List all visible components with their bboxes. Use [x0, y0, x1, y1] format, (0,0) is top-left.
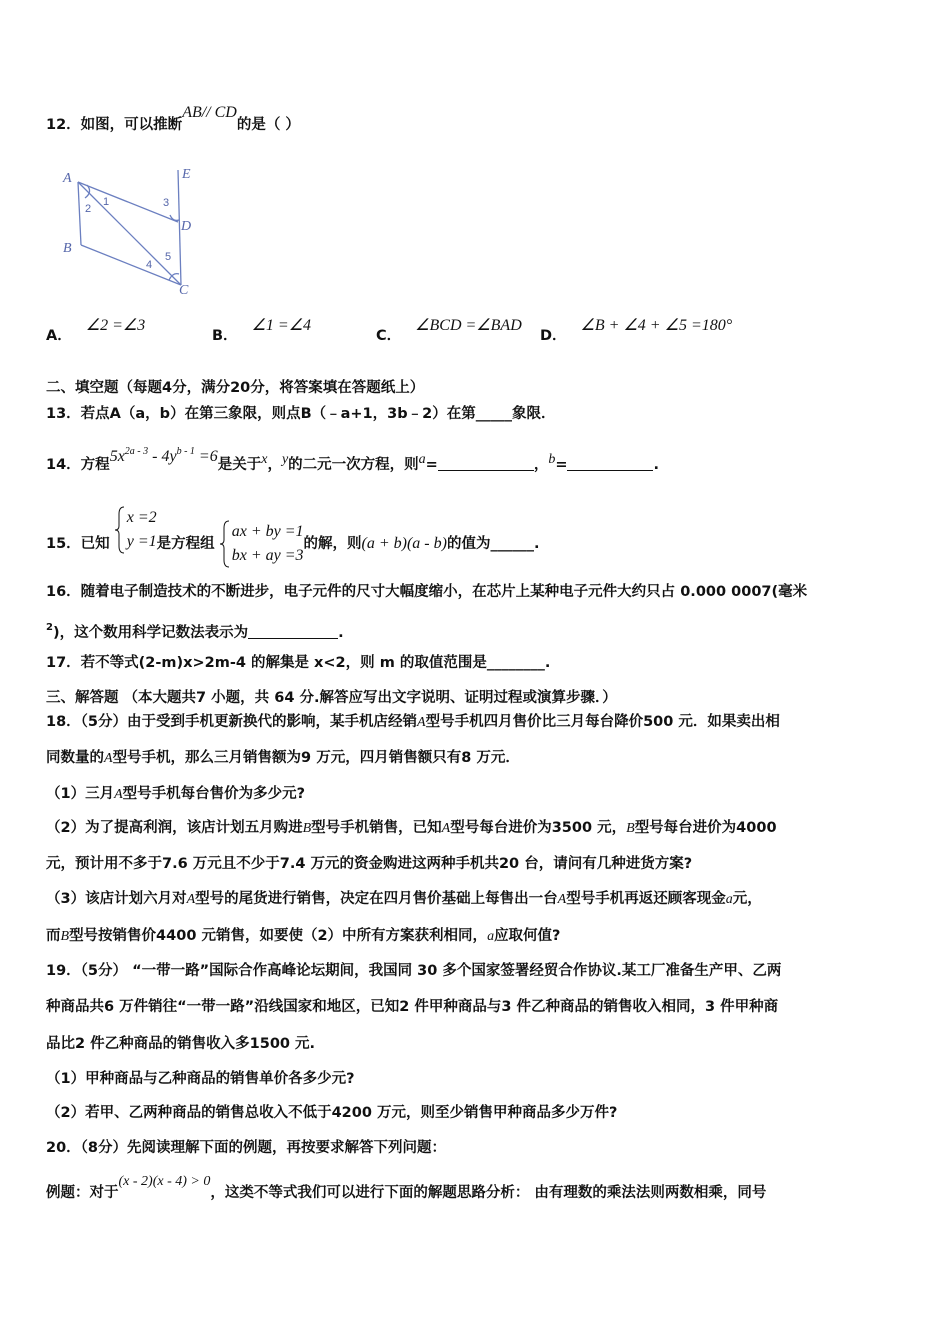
q16-line1: 16．随着电子制造技术的不断进步，电子元件的尺寸大幅度缩小，在芯片上某种电子元件大约只占 0.000 0007(毫米: [46, 584, 808, 600]
q14-answer-a[interactable]: [438, 454, 534, 471]
q13-stem: 13．若点A（a，b）在第三象限，则点B（﹣a+1，3b﹣2）在第_____象限．: [46, 406, 556, 422]
section3-title: 三、解答题 （本大题共7 小题，共 64 分.解答应写出文字说明、证明过程或演算步骤．）: [46, 690, 617, 706]
label-a: A: [63, 171, 72, 186]
q14-answer-b[interactable]: [567, 454, 653, 471]
q12-option-d[interactable]: D．∠B + ∠4 + ∠5 =180°: [540, 317, 733, 344]
q15-system-1: x =2 y =1: [115, 506, 157, 554]
q12-expr: AB// CD: [182, 104, 237, 121]
q17-stem: 17．若不等式(2-m)x>2m-4 的解集是 x<2，则 m 的取值范围是________.: [46, 655, 551, 671]
q12-figure: [55, 160, 215, 300]
label-b: B: [63, 241, 72, 256]
label-d: D: [181, 219, 192, 234]
q16-line2: $^2$)，这个数用科学记数法表示为 .: [46, 622, 344, 641]
q12-option-a[interactable]: A．∠2 =∠3: [46, 317, 146, 344]
q19-line3: 品比2 件乙种商品的销售收入多1500 元.: [46, 1036, 316, 1052]
section2-title: 二、填空题（每题4分，满分20分，将答案填在答题纸上）: [46, 380, 425, 396]
q18-part2-line1: （2）为了提高利润，该店计划五月购进B型号手机销售，已知A型号每台进价为3500 元，B型号每台进价为4000: [46, 820, 777, 836]
segment-ab: [78, 182, 81, 245]
q20-expr: (x - 2)(x - 4) > 0: [118, 1174, 211, 1189]
q16-answer[interactable]: [248, 622, 338, 639]
label-angle-5: 5: [165, 251, 172, 263]
q15-system-2: ax + by =1 bx + ay =3: [220, 520, 304, 568]
q20-line1: 20．（8分）先阅读理解下面的例题，再按要求解答下列问题：: [46, 1140, 447, 1156]
q18-part3-line2: 而B型号按销售价4400 元销售，如要使（2）中所有方案获利相同，a应取何值?: [46, 928, 561, 944]
q19-part2: （2）若甲、乙两种商品的销售总收入不低于4200 万元，则至少销售甲种商品多少万件?: [46, 1105, 618, 1121]
label-e: E: [182, 167, 191, 182]
q19-part1: （1）甲种商品与乙种商品的销售单价各多少元?: [46, 1071, 355, 1087]
q18-line1: 18．（5分）由于受到手机更新换代的影响，某手机店经销A型号手机四月售价比三月每台降价500 元．如果卖出相: [46, 714, 780, 730]
q15-expr: (a + b)(a - b): [361, 535, 447, 552]
q12-stem: 12．如图，可以推断AB// CD的是（ ）: [46, 104, 300, 133]
q14-equation: $5x^{2a - 3} - 4y^{b - 1} =6$: [109, 446, 218, 465]
label-angle-3: 3: [163, 197, 170, 209]
label-angle-2: 2: [85, 203, 92, 215]
q12-option-c[interactable]: C．∠BCD =∠BAD: [376, 317, 522, 344]
q18-part3-line1: （3）该店计划六月对A型号的尾货进行销售，决定在四月售价基础上每售出一台A型号手机再返还顾客现金a元，: [46, 891, 762, 907]
q18-part1: （1）三月A型号手机每台售价为多少元?: [46, 786, 306, 802]
q15-stem: 15．已知 x =2 y =1 是方程组 ax + by =1 bx + ay =3 的解，则(a + b)(a - b)的值为______.: [46, 520, 539, 568]
label-angle-4: 4: [146, 259, 153, 271]
label-c: C: [179, 283, 189, 298]
label-angle-1: 1: [103, 196, 110, 208]
q18-part2-line2: 元，预计用不多于7.6 万元且不少于7.4 万元的资金购进这两种手机共20 台，请问有几种进货方案?: [46, 856, 693, 872]
q12-option-b[interactable]: B．∠1 =∠4: [212, 317, 312, 344]
q14-stem: 14．方程$5x^{2a - 3} - 4y^{b - 1} =6$是关于x，y的二元一次方程，则a= ，b= .: [46, 446, 659, 473]
q19-line1: 19．（5分） “一带一路”国际合作高峰论坛期间，我国同 30 多个国家签署经贸合作协议.某工厂准备生产甲、乙两: [46, 963, 782, 979]
q20-line2: 例题：对于(x - 2)(x - 4) > 0，这类不等式我们可以进行下面的解题思路分析： 由有理数的乘法法则两数相乘，同号: [46, 1174, 767, 1201]
q18-line2: 同数量的A型号手机，那么三月销售额为9 万元，四月销售额只有8 万元．: [46, 750, 520, 766]
q19-line2: 种商品共6 万件销往“一带一路”沿线国家和地区，已知2 件甲种商品与3 件乙种商品的销售收入相同，3 件甲种商: [46, 999, 779, 1015]
